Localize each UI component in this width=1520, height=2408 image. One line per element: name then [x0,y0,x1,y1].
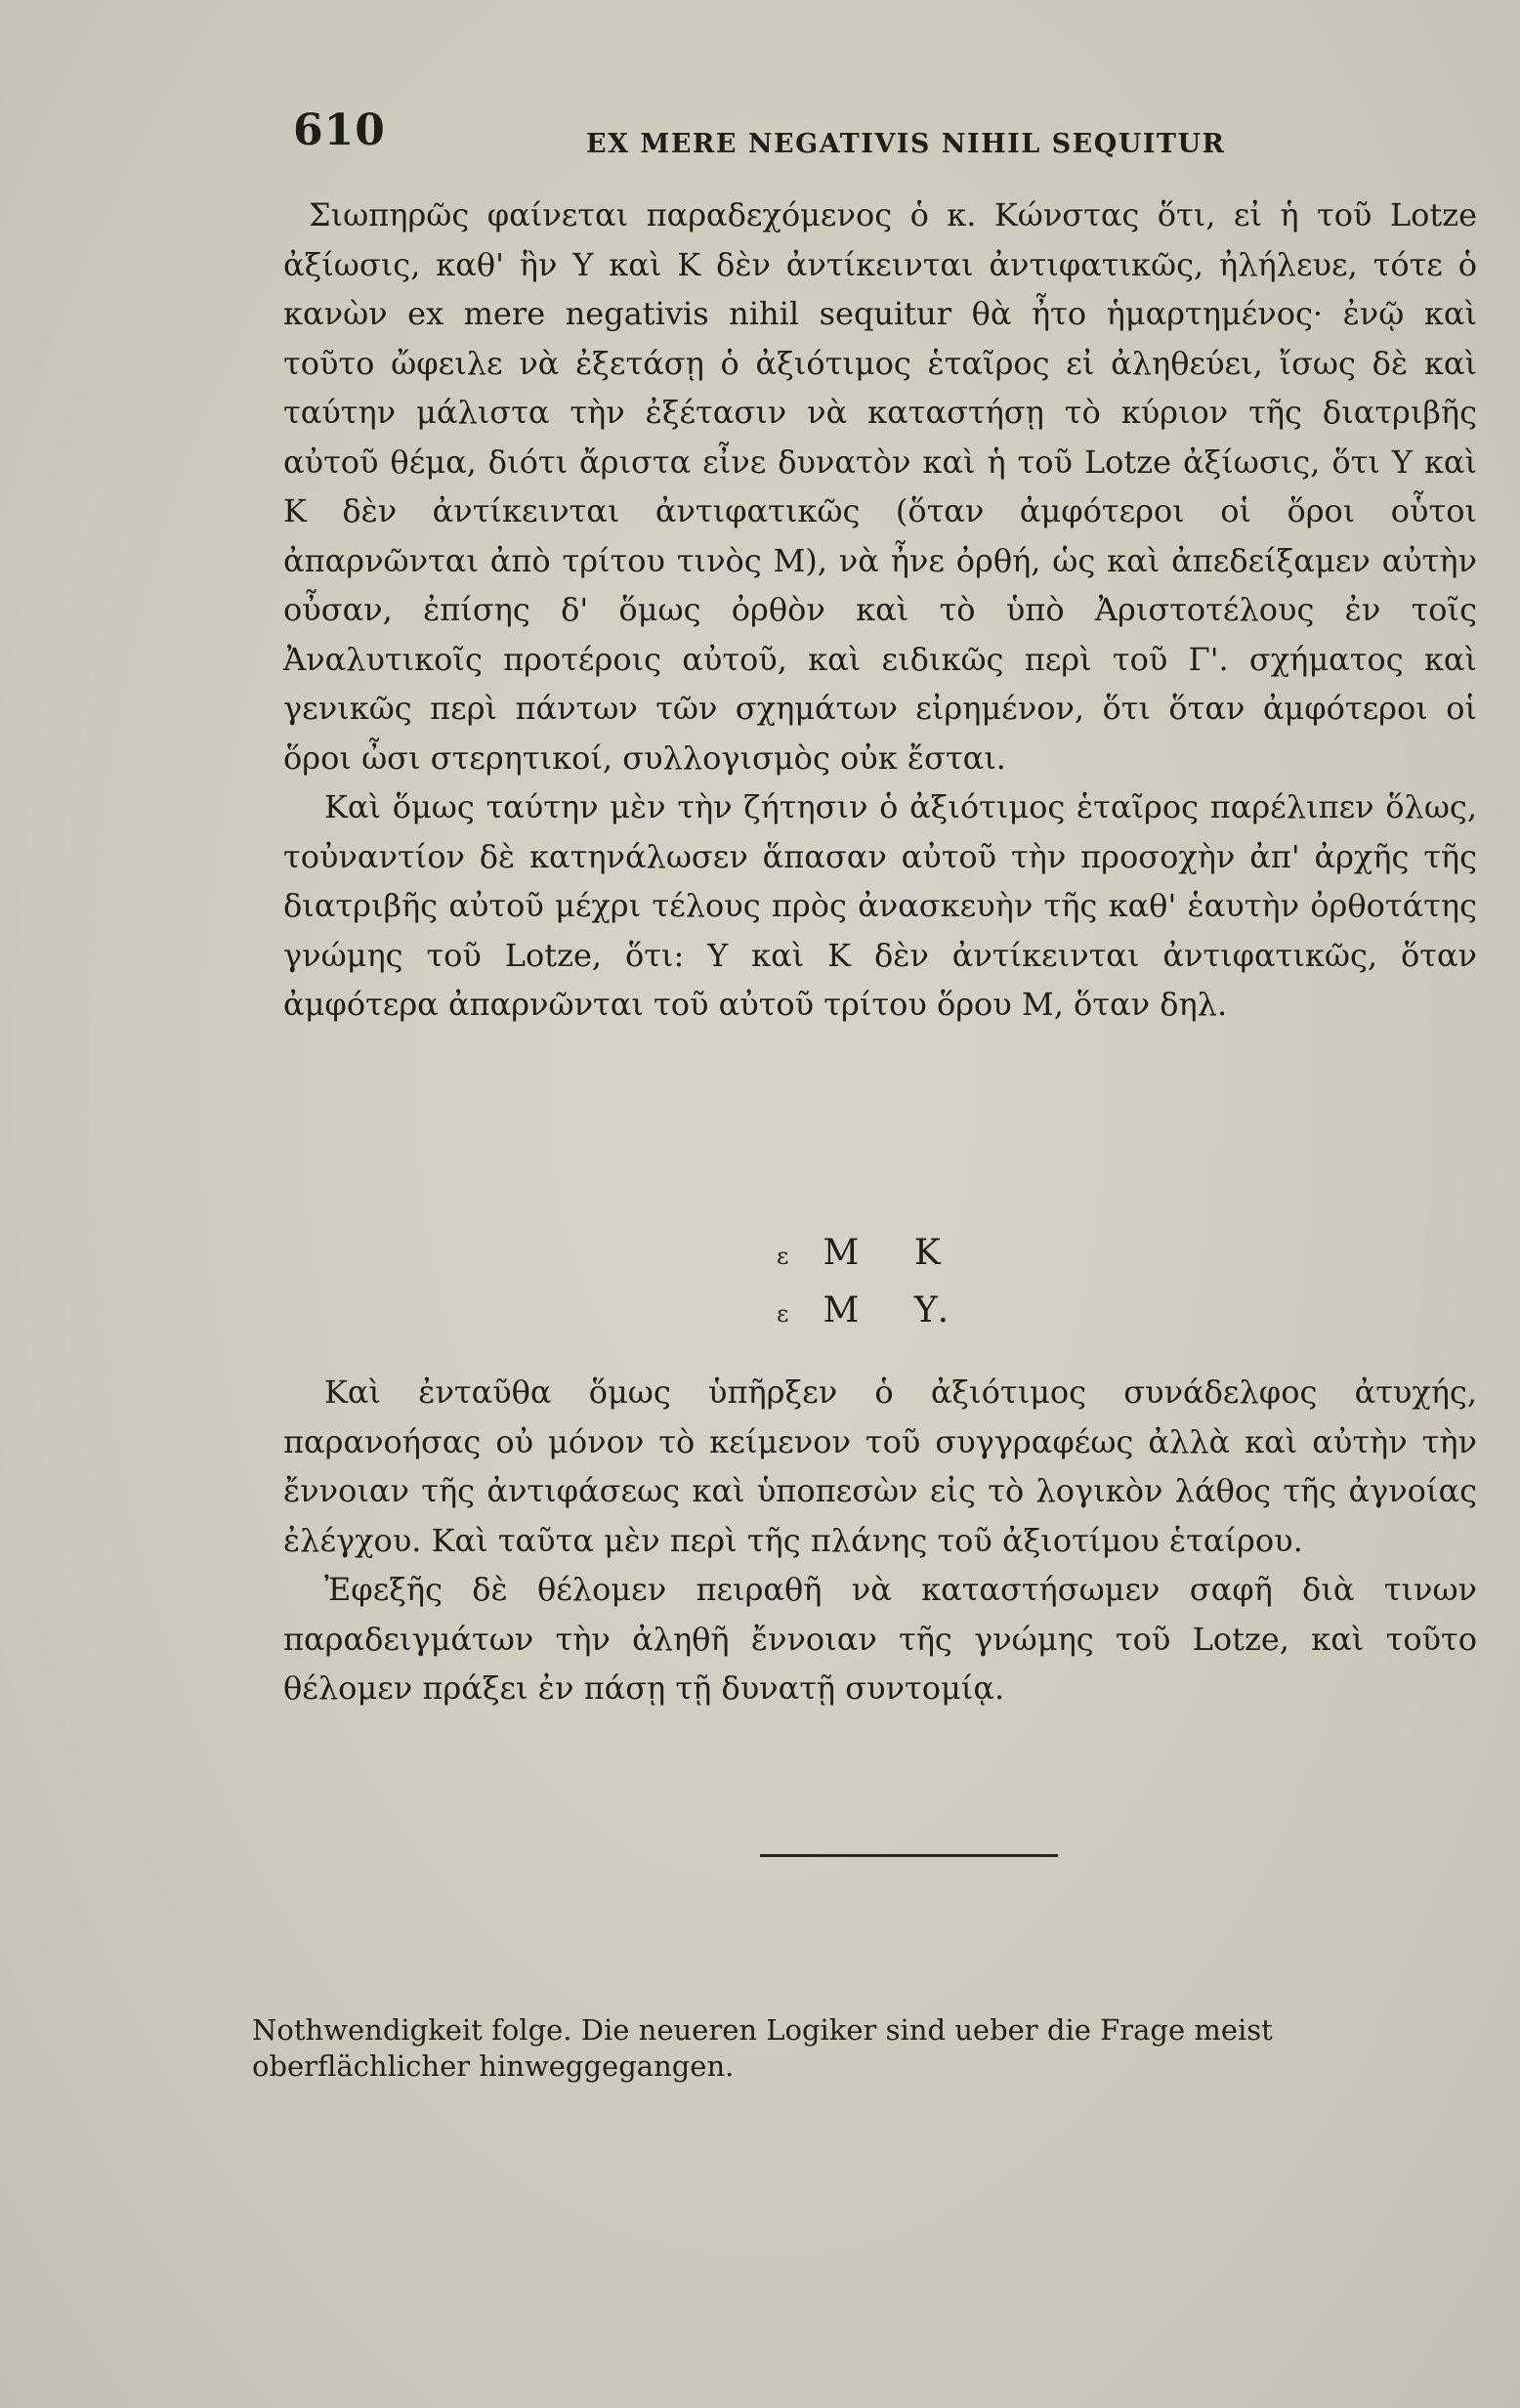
paragraph-3: Καὶ ἐνταῦθα ὅμως ὑπῆρξεν ὁ ἀξιότιμος συνάδελφος ἀτυχής, παρανοήσας οὐ μόνον τὸ κείμενον τοῦ συγγραφέως ἀλλὰ καὶ αὐτὴν τὴν ἔννοιαν τῆς ἀντιφάσεως καὶ ὑποπεσὼν εἰς τὸ λογικὸν λάθος τῆς ἀγνοίας ἐλέγχου. Καὶ ταῦτα μὲν περὶ τῆς πλάνης τοῦ ἀξιοτίμου ἑταίρου. [283,1373,1477,1559]
middle-term: Μ [823,1290,860,1331]
footnote-divider [760,1854,1058,1857]
quantifier: ε [777,1243,789,1270]
paragraph-1: Σιωπηρῶς φαίνεται παραδεχόμενος ὁ κ. Κώνστας ὅτι, εἰ ἡ τοῦ Lotze ἀξίωσις, καθ' ἣν Υ καὶ Κ δὲν ἀντίκεινται ἀντιφατικῶς, ἠλήλευε, τότε ὁ κανὼν ex mere negativis nihil sequitur θὰ ἦτο ἡμαρτημένος· ἐνῷ καὶ τοῦτο ὤφειλε νὰ ἐξετάσῃ ὁ ἀξιότιμος ἑταῖρος εἰ ἀληθεύει, ἴσως δὲ καὶ ταύτην μάλιστα τὴν ἐξέτασιν νὰ καταστήσῃ τὸ κύριον τῆς διατριβῆς αὐτοῦ θέμα, διότι ἄριστα εἶνε δυνατὸν καὶ ἡ τοῦ Lotze ἀξίωσις, ὅτι Υ καὶ Κ δὲν ἀντίκεινται ἀντιφατικῶς (ὅταν ἀμφότεροι οἱ ὅροι οὗτοι ἀπαρνῶνται ἀπὸ τρίτου τινὸς Μ), νὰ ἦνε ὀρθή, ὡς καὶ ἀπεδείξαμεν αὐτὴν οὖσαν, ἐπίσης δ' ὅμως ὀρθὸν καὶ τὸ ὑπὸ Ἀριστοτέλους ἐν τοῖς Ἀναλυτικοῖς προτέροις αὐτοῦ, καὶ ειδικῶς περὶ τοῦ Γ'. σχήματος καὶ γενικῶς περὶ πάντων τῶν σχημάτων εἰρημένον, ὅτι ὅταν ἀμφότεροι οἱ ὅροι ὦσι στερητικοί, συλλογισμὸς οὐκ ἔσται. [283,196,1477,777]
paragraph-2: Καὶ ὅμως ταύτην μὲν τὴν ζήτησιν ὁ ἀξιότιμος ἑταῖρος παρέλιπεν ὅλως, τοὐναντίον δὲ κατηνάλωσεν ἅπασαν αὐτοῦ τὴν προσοχὴν ἀπ' ἀρχῆς τῆς διατριβῆς αὐτοῦ μέχρι τέλους πρὸς ἀνασκευὴν τῆς καθ' ἑαυτὴν ὀρθοτάτης γνώμης τοῦ Lotze, ὅτι: Υ καὶ Κ δὲν ἀντίκεινται ἀντιφατικῶς, ὅταν ἀμφότερα ἀπαρνῶνται τοῦ αὐτοῦ τρίτου ὅρου Μ, ὅταν δηλ. [283,788,1477,1023]
paragraph-4: Ἐφεξῆς δὲ θέλομεν πειραθῆ νὰ καταστήσωμεν σαφῆ διὰ τινων παραδειγμάτων τὴν ἀληθῆ ἔννοιαν τῆς γνώμης τοῦ Lotze, καὶ τοῦτο θέλομεν πράξει ἐν πάσῃ τῇ δυνατῇ συντομίᾳ. [283,1571,1477,1707]
main-text-upper [283,190,1477,1030]
syllogism-premises [777,1226,949,1341]
premise-row-1 [777,1226,949,1284]
main-text-lower [283,1368,1477,1713]
page-number: 610 [293,106,386,155]
middle-term: Μ [823,1233,860,1273]
predicate-term: Υ. [913,1290,950,1331]
predicate-term: Κ [913,1233,941,1273]
page-header [293,106,1446,174]
running-title: EX MERE NEGATIVIS NIHIL SEQUITUR [586,129,1226,159]
premise-row-2 [777,1284,949,1341]
footnote: Nothwendigkeit folge. Die neueren Logiker sind ueber die Frage meist oberflächlicher hinweggegangen. [252,2013,1273,2083]
quantifier: ε [777,1300,789,1328]
